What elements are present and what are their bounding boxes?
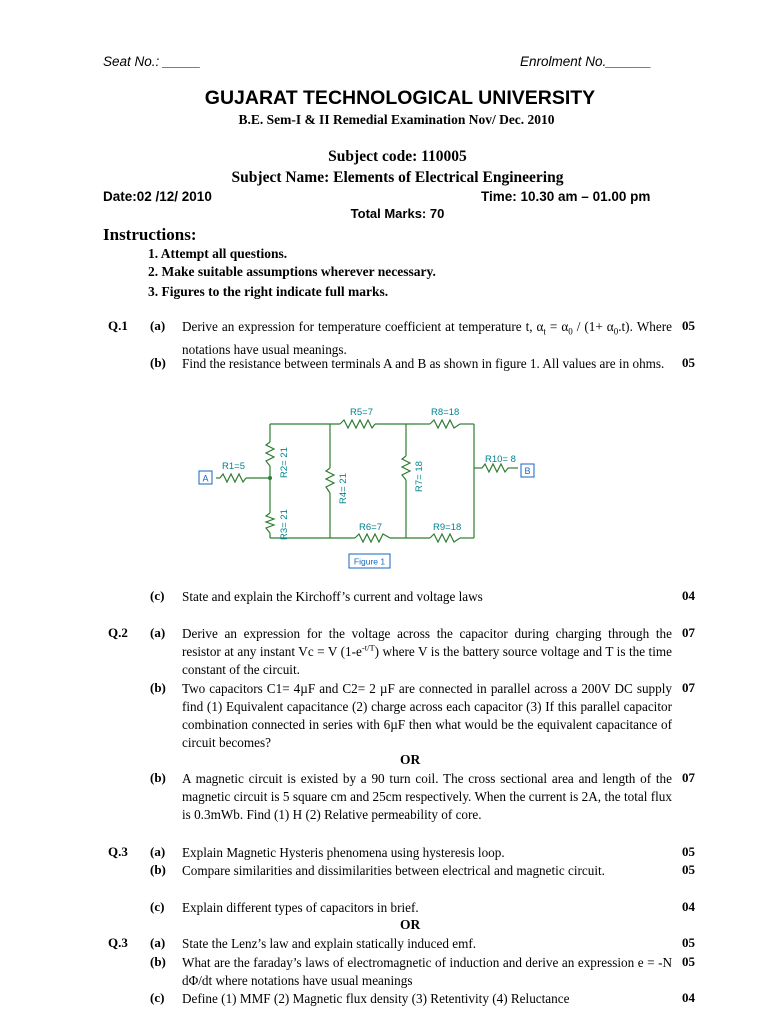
question-number: Q.2 [108, 625, 128, 640]
question-marks: 07 [682, 625, 695, 640]
question-marks: 05 [682, 935, 695, 950]
part-label: (b) [150, 355, 166, 370]
part-label: (a) [150, 318, 166, 333]
or-separator: OR [400, 752, 421, 767]
resistor-r8 [430, 420, 460, 428]
label-r8: R8=18 [431, 407, 460, 418]
total-marks: Total Marks: 70 [350, 206, 445, 221]
instruction-item: 2. Make suitable assumptions wherever necessary. [148, 264, 436, 279]
question-number: Q.3 [108, 844, 128, 859]
question-number: Q.1 [108, 318, 128, 333]
part-label: (b) [150, 862, 166, 877]
part-label: (c) [150, 990, 165, 1005]
resistor-r10 [482, 464, 508, 472]
enrolment-number: Enrolment No.______ [520, 54, 652, 69]
resistor-r1 [220, 474, 246, 482]
question-number: Q.3 [108, 935, 128, 950]
part-label: (c) [150, 899, 165, 914]
question-text: Explain Magnetic Hysteris phenomena using hysteresis loop. [182, 845, 505, 860]
question-marks: 05 [682, 862, 695, 877]
label-r4: R4= 21 [338, 473, 349, 504]
part-label: (b) [150, 770, 166, 785]
part-label: (a) [150, 625, 166, 640]
label-r6: R6=7 [359, 522, 382, 533]
instruction-item: 1. Attempt all questions. [148, 246, 288, 261]
part-label: (b) [150, 680, 166, 695]
instructions-title: Instructions: [103, 225, 197, 244]
question-text: State and explain the Kirchoff’s current and voltage laws [182, 589, 483, 604]
question-text: Derive an expression for the voltage across the capacitor during charging through the resistor at any instant Vc = V $(1-e^{-t/T})$ where V is the battery source voltage and T is the time constant of the circuit. [182, 626, 672, 677]
exam-date: Date:02 /12/ 2010 [103, 189, 212, 204]
label-r1: R1=5 [222, 461, 245, 472]
part-label: (a) [150, 844, 166, 859]
terminal-b-label: B [524, 466, 531, 476]
resistor-r9 [430, 534, 460, 542]
or-separator: OR [400, 917, 421, 932]
label-r10: R10= 8 [485, 454, 516, 465]
question-text: Define (1) MMF (2) Magnetic flux density (3) Retentivity (4) Reluctance [182, 991, 570, 1006]
question-marks: 05 [682, 844, 695, 859]
exam-time: Time: 10.30 am – 01.00 pm [481, 189, 651, 204]
subject-code: Subject code: 110005 [328, 148, 467, 165]
circuit-diagram [190, 400, 550, 575]
question-text: Find the resistance between terminals A and B as shown in figure 1. All values are in ohms. [182, 356, 665, 371]
resistor-r2 [266, 442, 274, 466]
label-r5: R5=7 [350, 407, 373, 418]
label-r7: R7= 18 [414, 461, 425, 492]
resistor-r4 [326, 468, 334, 493]
question-text: State the Lenz’s law and explain statically induced emf. [182, 936, 477, 951]
question-text: What are the faraday’s laws of electromagnetic of induction and derive an expression e = -N dΦ/dt where notations have usual meanings [182, 955, 672, 988]
terminal-a-label: A [202, 473, 209, 484]
subject-name: Subject Name: Elements of Electrical Engineering [231, 169, 564, 186]
question-text: Explain different types of capacitors in brief. [182, 900, 419, 915]
question-marks: 05 [682, 355, 695, 370]
junction-node [268, 476, 272, 480]
university-title: GUJARAT TECHNOLOGICAL UNIVERSITY [204, 87, 596, 109]
instruction-item: 3. Figures to the right indicate full marks. [148, 284, 389, 299]
resistor-r7 [402, 456, 410, 480]
question-marks: 07 [682, 680, 695, 695]
question-marks: 04 [682, 588, 695, 603]
question-text: Compare similarities and dissimilarities between electrical and magnetic circuit. [182, 863, 605, 878]
question-text: Derive an expression for temperature coefficient at temperature t, $\alpha_t = \alpha_0 / (1+ \alpha_0.t)$. Where notations have usual meanings. [182, 319, 672, 357]
part-label: (c) [150, 588, 165, 603]
question-marks: 05 [682, 954, 695, 969]
label-r2: R2= 21 [279, 447, 290, 478]
resistor-r3 [266, 513, 274, 533]
question-text: A magnetic circuit is existed by a 90 turn coil. The cross sectional area and length of the magnetic circuit is 5 square cm and 25cm respectively. When the current is 2A, the total flux is 0.3mWb. Find (1) H (2) Relative permeability of core. [182, 771, 672, 822]
question-marks: 04 [682, 899, 695, 914]
resistor-r6 [355, 534, 390, 542]
part-label: (b) [150, 954, 166, 969]
resistor-r5 [340, 420, 375, 428]
label-r9: R9=18 [433, 522, 462, 533]
part-label: (a) [150, 935, 166, 950]
exam-title: B.E. Sem-I & II Remedial Examination Nov/ Dec. 2010 [238, 112, 555, 127]
question-text: Two capacitors C1= 4µF and C2= 2 µF are connected in parallel across a 200V DC supply find (1) Equivalent capacitance (2) charge across each capacitor (3) If this parallel capacitor combination connected in series with 6µF then what would be the equivalent capacitance of circuit becomes? [182, 681, 672, 750]
label-r3: R3= 21 [279, 509, 290, 540]
question-marks: 04 [682, 990, 695, 1005]
figure-caption: Figure 1 [353, 556, 386, 567]
question-marks: 05 [682, 318, 695, 333]
question-marks: 07 [682, 770, 695, 785]
seat-number: Seat No.: _____ [103, 54, 201, 69]
